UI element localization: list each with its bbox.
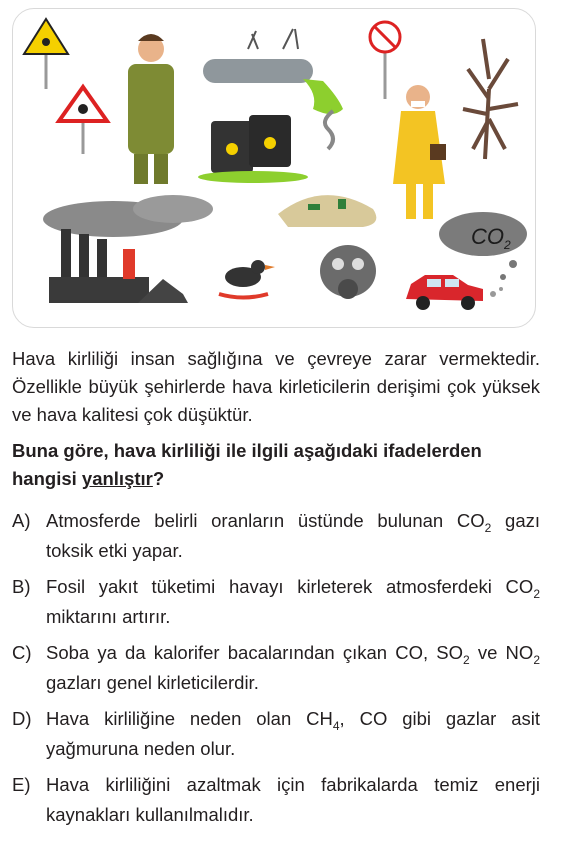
garbage-pile-icon [278,111,376,227]
option-c[interactable] [12,638,540,698]
option-e[interactable] [12,770,540,830]
question-text: Buna göre, hava kirliliği ile ilgili aşağıdaki ifadelerden hangisi yanlıştır? [12,440,482,489]
option-letter: D) [12,708,32,729]
toxic-barrels-icon [198,115,308,183]
intro-paragraph: Hava kirliliği insan sağlığına ve çevreye zarar vermektedir. Özellikle büyük şehirlerde hava kirleticilerin derişimi çok yüksek ve hava kalitesi çok düşüktür. [12,348,540,425]
option-letter: B) [12,576,31,597]
prohibition-sign-icon [370,22,400,99]
option-text: Soba ya da kalorifer bacalarından çıkan CO, $SO_2$ ve $NO_2$ gazları genel kirleticilerdir. [46,642,540,693]
option-a[interactable] [12,506,540,566]
dead-tree-icon [463,39,518,159]
car-icon [406,275,503,310]
pollution-scene [13,9,535,327]
waste-pipe-icon [203,29,343,114]
option-letter: C) [12,642,32,663]
pollution-illustration [12,8,536,328]
option-letter: E) [12,774,31,795]
option-text: Fosil yakıt tüketimi havayı kirleterek atmosferdeki $CO_2$ miktarını artırır. [46,576,540,627]
option-b[interactable] [12,572,540,632]
oiled-bird-icon [219,260,275,298]
factory-smoke-icon [43,195,213,303]
gas-mask-icon [320,245,376,299]
co2-cloud-label: $CO_2$ [471,224,511,252]
option-letter: A) [12,510,31,531]
radiation-warning-sign-icon [24,19,68,89]
option-text: Hava kirliliğini azaltmak için fabrikalarda temiz enerji kaynakları kullanılmalıdır. [46,774,540,825]
option-text: Hava kirliliğine neden olan $CH_4$, CO gibi gazlar asit yağmuruna neden olur. [46,708,540,759]
person-in-protective-suit-icon [128,34,174,184]
question-underlined-word: yanlıştır [81,468,153,489]
option-text: Atmosferde belirli oranların üstünde bulunan $CO_2$ gazı toksik etki yapar. [46,510,540,561]
toxic-warning-sign-icon [59,87,107,154]
option-d[interactable] [12,704,540,764]
person-with-mask-icon [393,85,446,219]
